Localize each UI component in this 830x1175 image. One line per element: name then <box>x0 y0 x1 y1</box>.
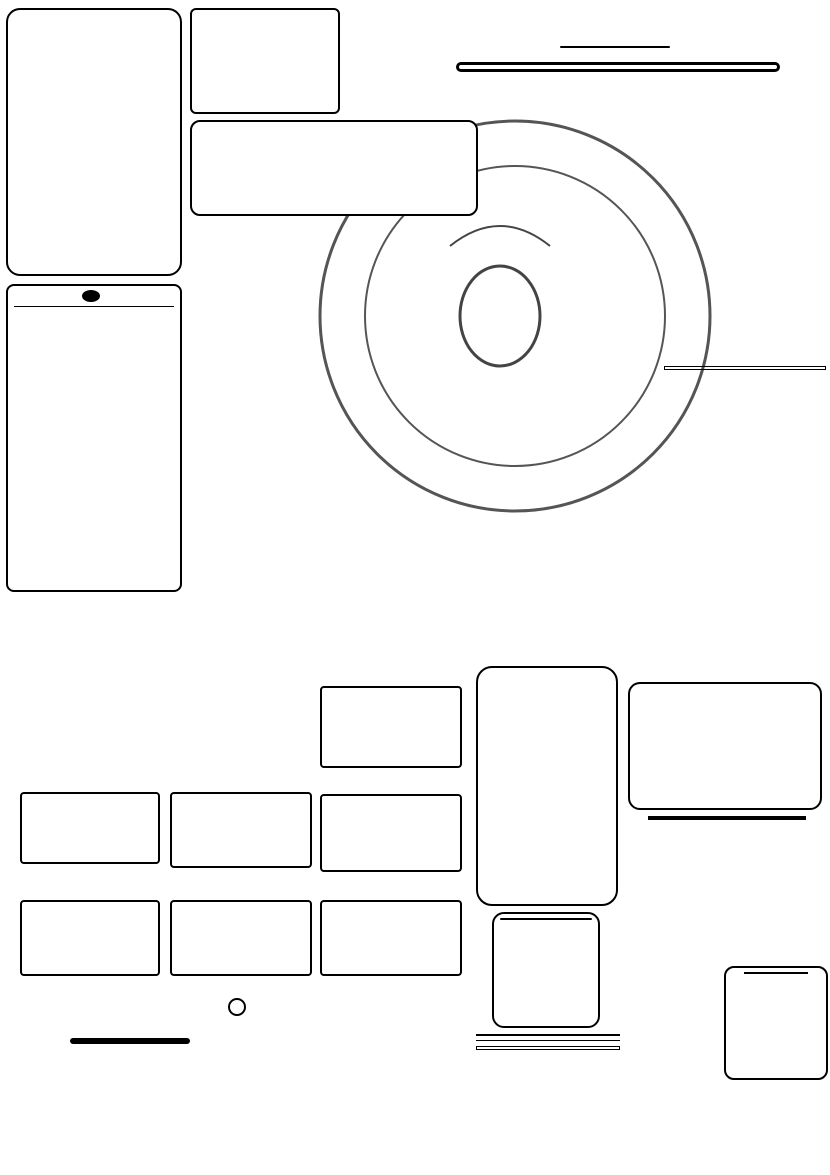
postres2-header <box>20 1038 220 1044</box>
restaurant-header <box>410 4 826 116</box>
delivery-note <box>476 1046 620 1050</box>
viernes-box <box>320 686 462 768</box>
toppings-box <box>724 966 828 1080</box>
especialidades-box <box>492 912 600 1028</box>
miercoles-box <box>170 792 312 868</box>
takeout-note <box>14 306 174 307</box>
entremeses-box <box>190 120 478 216</box>
lunes-box <box>20 792 160 864</box>
sabado-box <box>320 794 462 872</box>
especialidades-title <box>500 918 592 920</box>
filetes-box <box>190 8 340 114</box>
header-arc-title <box>410 4 826 84</box>
desayuno-tropical-box <box>6 8 182 276</box>
batidos-section <box>476 1034 620 1058</box>
postres-box <box>476 666 618 906</box>
desayuno-box <box>6 284 182 592</box>
steak-house-label <box>560 46 670 48</box>
martes-box <box>20 900 160 976</box>
bigoron-box <box>664 366 826 370</box>
batidos-title <box>476 1034 620 1036</box>
open24-section <box>228 984 468 1016</box>
plate-icon <box>82 290 100 302</box>
jueves-box <box>170 900 312 976</box>
helados-ice-title <box>476 1040 620 1041</box>
bebidas-box <box>628 682 822 810</box>
toppings-title <box>744 972 808 974</box>
domingo-box <box>320 900 462 976</box>
postres2-title <box>70 1038 190 1044</box>
no-alcohol-icon <box>228 998 246 1016</box>
helados-section <box>628 816 826 824</box>
helados-title <box>648 816 806 820</box>
la-casa-label <box>456 62 780 72</box>
